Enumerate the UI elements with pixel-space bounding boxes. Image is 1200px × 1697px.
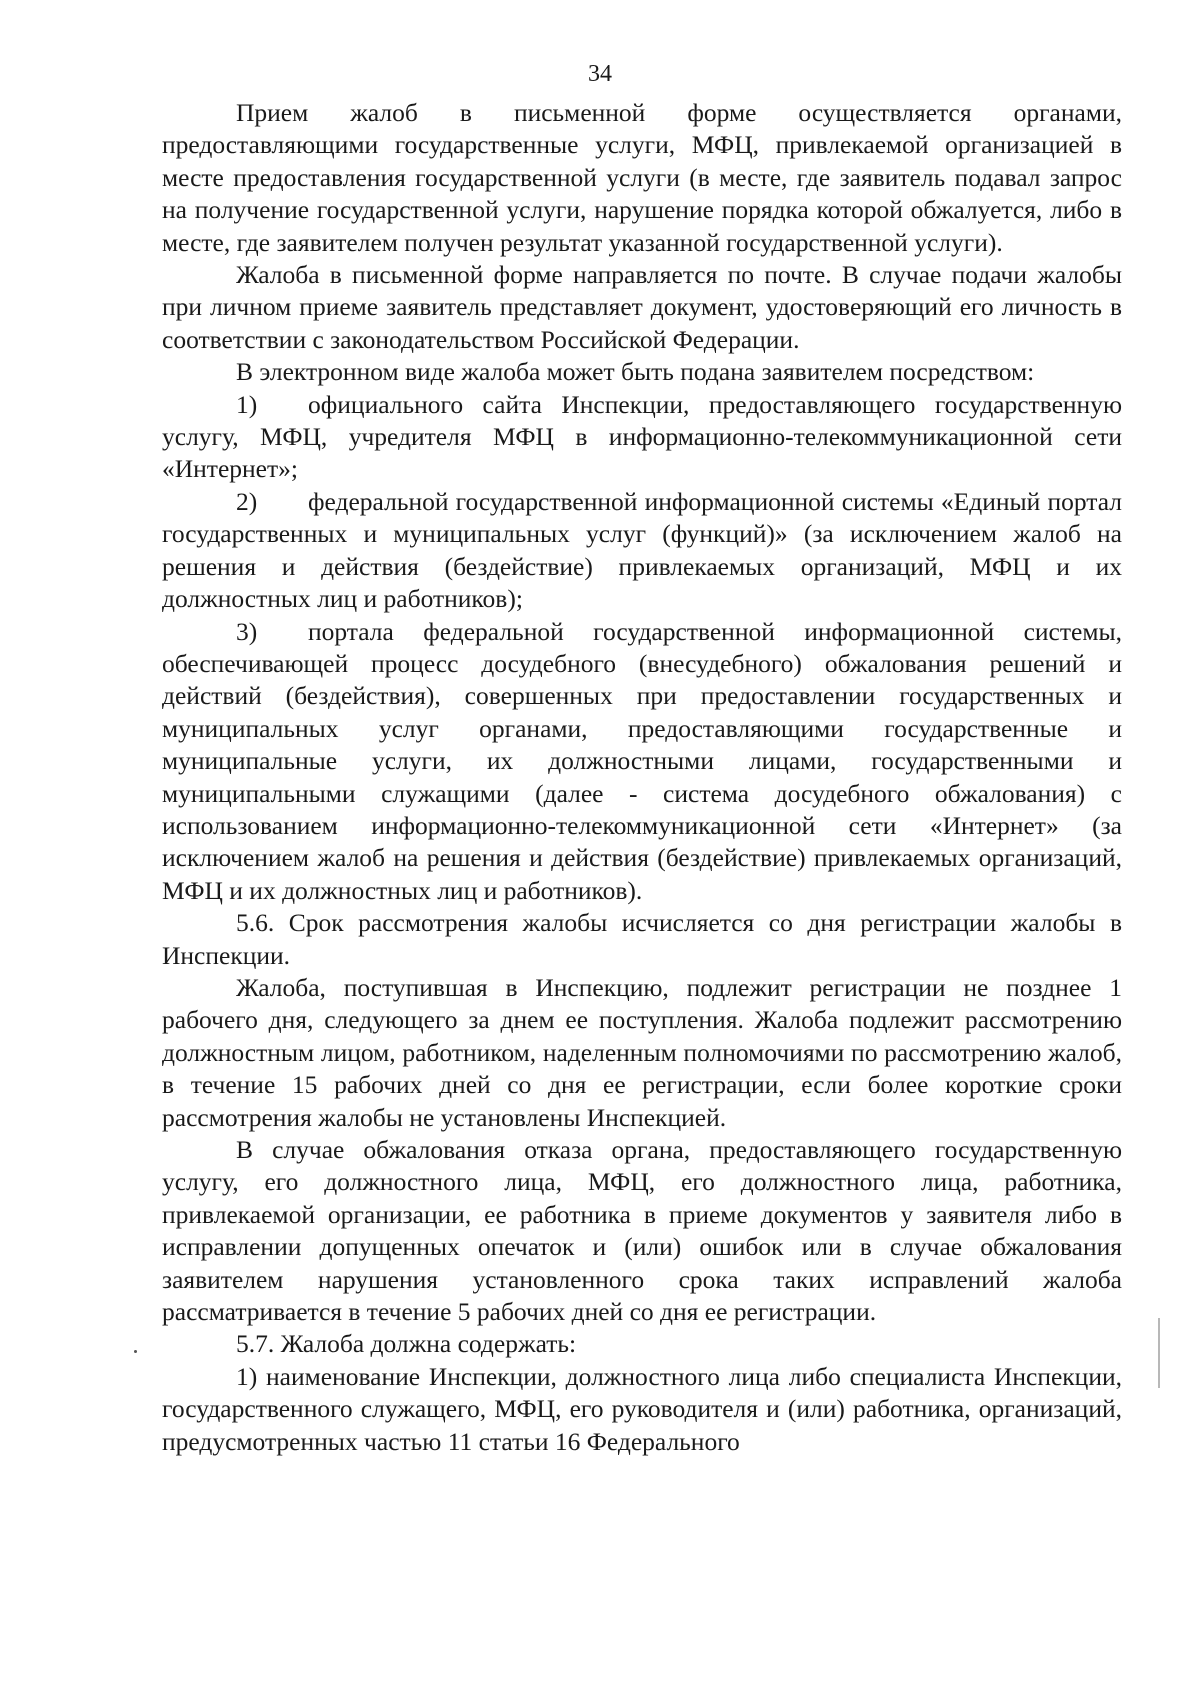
list-item-text: федеральной государственной информационной системы «Единый портал государственных и муниципальных услуг (функций)» (за исключением жалоб на решения и действия (бездействие) привлекаемых организаций, МФЦ и их должностных лиц и работников); xyxy=(162,486,1122,614)
paragraph-registration-deadline: Жалоба, поступившая в Инспекцию, подлежит регистрации не позднее 1 рабочего дня, следующего за днем ее поступления. Жалоба подлежит рассмотрению должностным лицом, работником, наделенным полномочиями по рассмотрению жалоб, в течение 15 рабочих дней со дня ее регистрации, если более короткие сроки рассмотрения жалобы не установлены Инспекцией. xyxy=(162,972,1122,1132)
list-item-text: официального сайта Инспекции, предоставляющего государственную услугу, МФЦ, учредителя МФЦ в информационно-телекоммуникационной сети «Интернет»; xyxy=(162,389,1122,484)
list-item-text: портала федеральной государственной информационной системы, обеспечивающей процесс досудебного (внесудебного) обжалования решений и действий (бездействия), совершенных при предоставлении государственных и муниципальных услуг органами, предоставляющими государственные и муниципальные услуги, их должностными лицами, государственными и муниципальными служащими (далее - система досудебного обжалования) с использованием информационно-телекоммуникационной сети «Интернет» (за исключением жалоб на решения и действия (бездействие) привлекаемых организаций, МФЦ и их должностных лиц и работников). xyxy=(162,616,1122,905)
list-item-unified-portal xyxy=(162,486,1122,616)
paragraph-required-content-item-1: 1) наименование Инспекции, должностного лица либо специалиста Инспекции, государственного служащего, МФЦ, его руководителя и (или) работника, организаций, предусмотренных частью 11 статьи 16 Федерального xyxy=(162,1361,1122,1456)
list-item-number: 2) xyxy=(236,486,258,516)
list-item-pretrial-appeal-portal xyxy=(162,616,1122,908)
paragraph-refusal-appeal: В случае обжалования отказа органа, предоставляющего государственную услугу, его должностного лица, МФЦ, его должностного лица, работника, привлекаемой организации, ее работника в приеме документов у заявителя либо в исправлении допущенных опечаток и (или) ошибок или в случае обжалования заявителем нарушения установленного срока таких исправлений жалоба рассматривается в течение 5 рабочих дней со дня ее регистрации. xyxy=(162,1135,1122,1327)
paragraph-section-5-7: 5.7. Жалоба должна содержать: xyxy=(236,1329,577,1359)
list-item-official-site xyxy=(162,389,1122,486)
scan-margin-mark xyxy=(1158,1318,1160,1388)
list-item-number: 1) xyxy=(236,389,258,419)
scan-speck xyxy=(134,1350,137,1353)
paragraph-written-complaint-acceptance: Прием жалоб в письменной форме осуществляется органами, предоставляющими государственные услуги, МФЦ, привлекаемой организацией в месте предоставления государственной услуги (в месте, где заявитель подавал запрос на получение государственной услуги, нарушение порядка которой обжалуется, либо в месте, где заявителем получен результат указанной государственной услуги). xyxy=(162,98,1122,257)
paragraph-section-5-6: 5.6. Срок рассмотрения жалобы исчисляется со дня регистрации жалобы в Инспекции. xyxy=(162,908,1122,970)
paragraph-electronic-submission: В электронном виде жалоба может быть подана заявителем посредством: xyxy=(236,357,1035,387)
page-number: 34 xyxy=(588,61,612,87)
body-text xyxy=(162,97,1122,1458)
list-item-number: 3) xyxy=(236,616,258,646)
paragraph-postal-submission: Жалоба в письменной форме направляется по почте. В случае подачи жалобы при личном приеме заявитель представляет документ, удостоверяющий его личность в соответствии с законодательством Российской Федерации. xyxy=(162,260,1122,354)
